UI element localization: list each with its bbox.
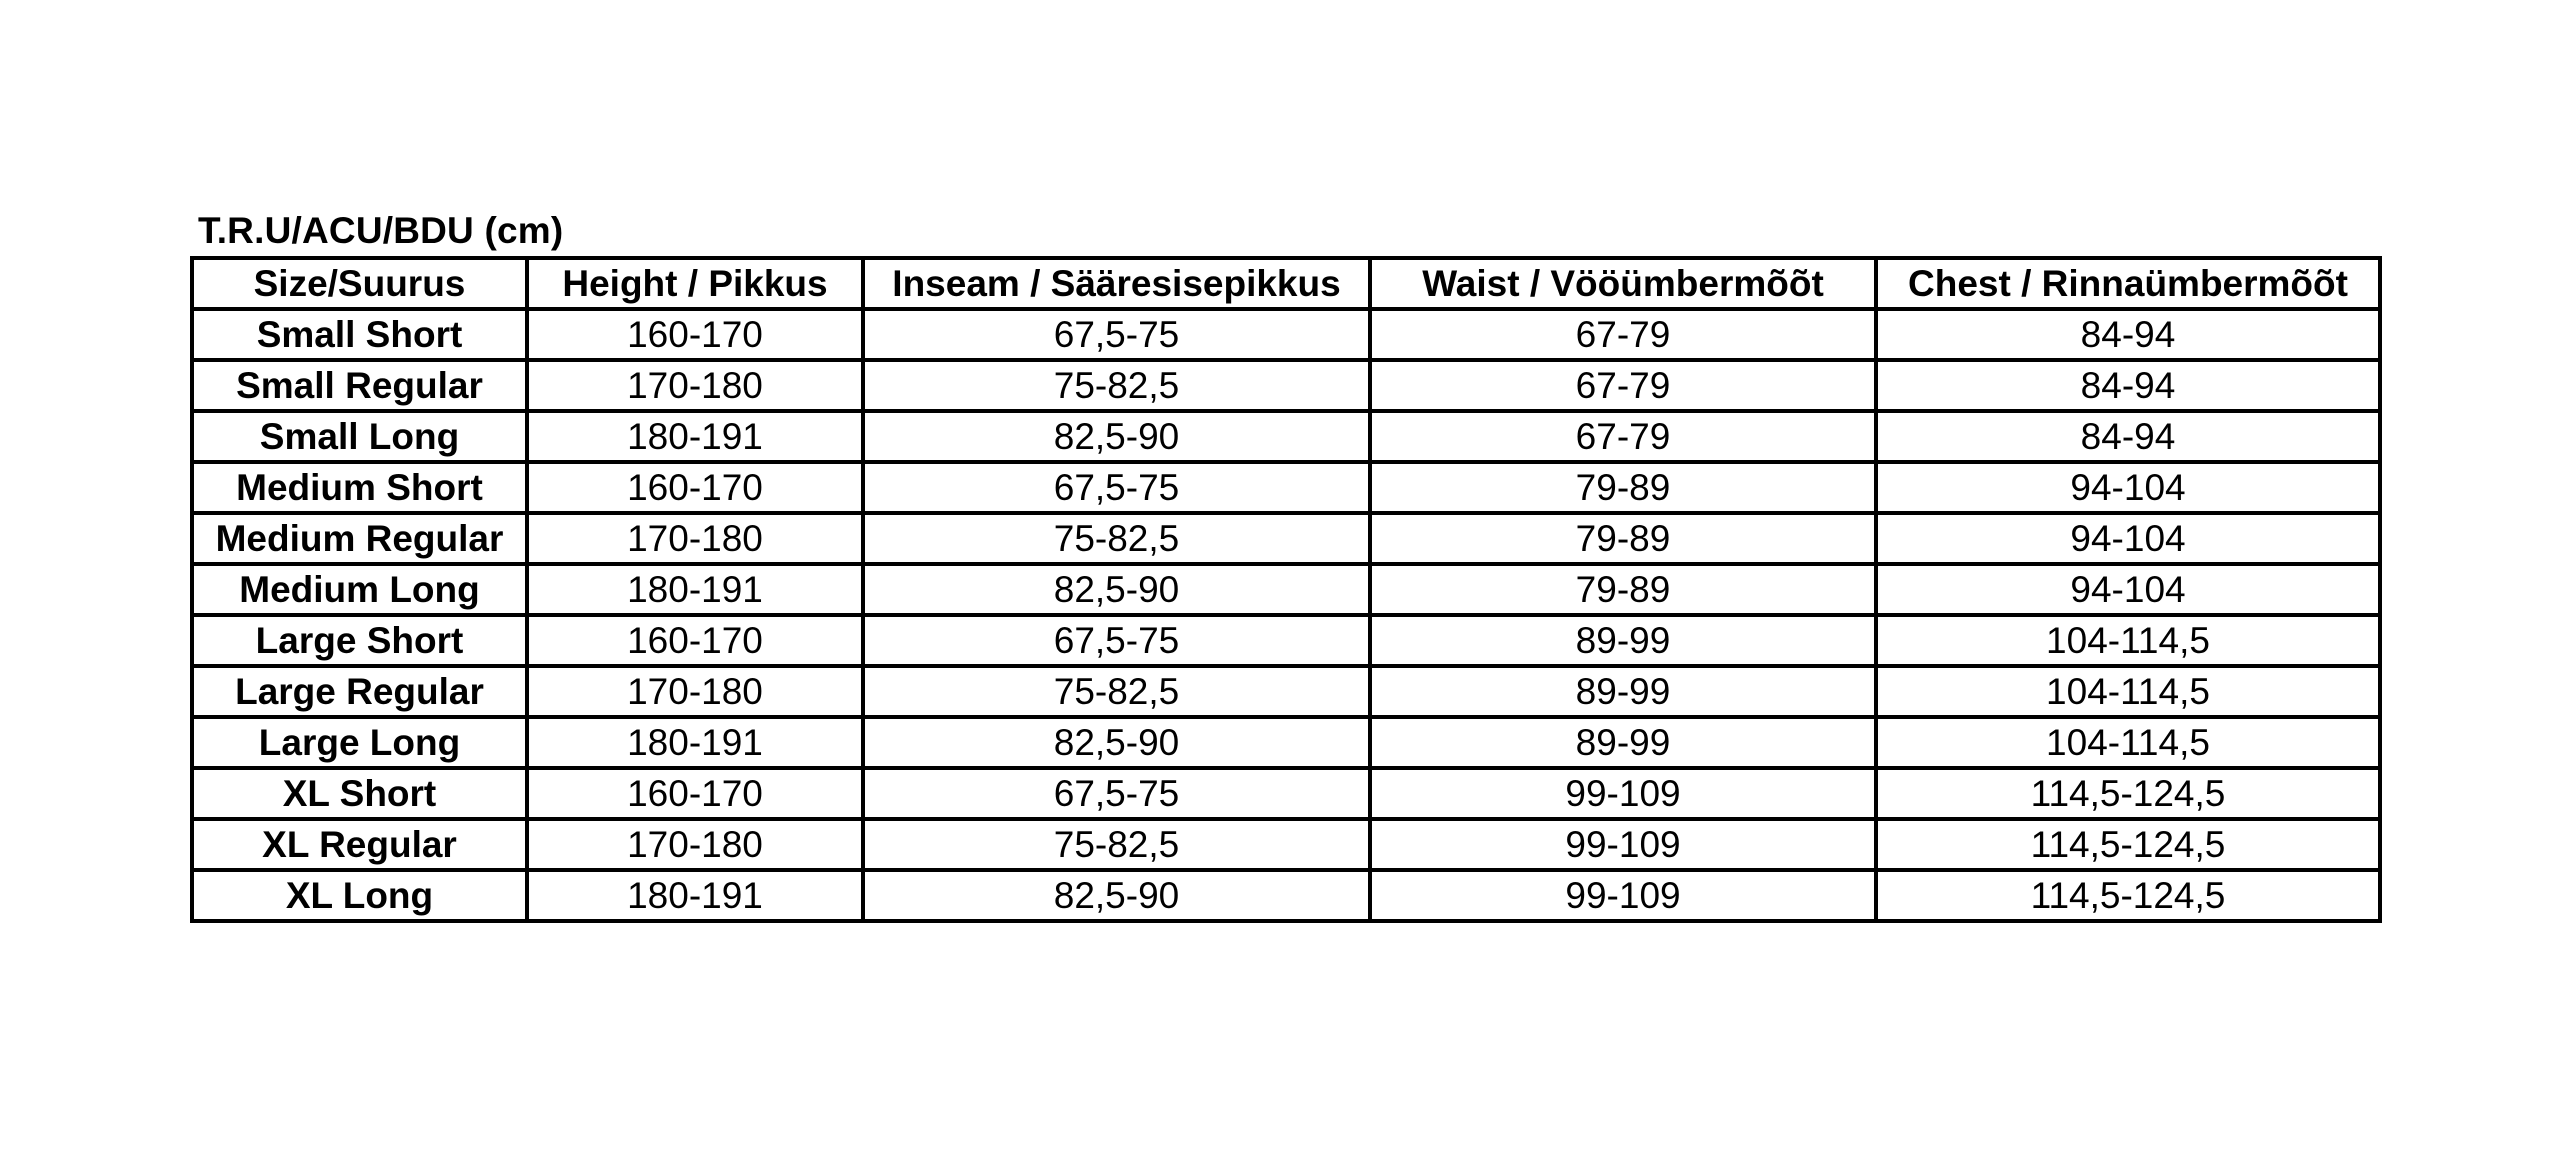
chest-cell: 94-104 <box>1876 462 2380 513</box>
table-row <box>192 768 2380 819</box>
inseam-cell: 82,5-90 <box>863 564 1370 615</box>
column-header-height: Height / Pikkus <box>527 258 863 309</box>
waist-cell: 89-99 <box>1370 717 1876 768</box>
column-header-size: Size/Suurus <box>192 258 527 309</box>
waist-cell: 89-99 <box>1370 666 1876 717</box>
waist-cell: 67-79 <box>1370 309 1876 360</box>
size-cell: XL Regular <box>192 819 527 870</box>
waist-cell: 67-79 <box>1370 411 1876 462</box>
column-header-chest: Chest / Rinnaümbermõõt <box>1876 258 2380 309</box>
chest-cell: 94-104 <box>1876 513 2380 564</box>
size-cell: Large Short <box>192 615 527 666</box>
chest-cell: 84-94 <box>1876 360 2380 411</box>
table-row <box>192 411 2380 462</box>
height-cell: 170-180 <box>527 513 863 564</box>
height-cell: 170-180 <box>527 819 863 870</box>
table-row <box>192 360 2380 411</box>
height-cell: 180-191 <box>527 564 863 615</box>
chest-cell: 104-114,5 <box>1876 615 2380 666</box>
waist-cell: 99-109 <box>1370 870 1876 921</box>
waist-cell: 79-89 <box>1370 462 1876 513</box>
inseam-cell: 67,5-75 <box>863 462 1370 513</box>
height-cell: 160-170 <box>527 462 863 513</box>
waist-cell: 79-89 <box>1370 513 1876 564</box>
chest-cell: 114,5-124,5 <box>1876 819 2380 870</box>
table-caption: T.R.U/ACU/BDU (cm) <box>198 210 564 251</box>
height-cell: 160-170 <box>527 768 863 819</box>
column-header-waist: Waist / Vööümbermõõt <box>1370 258 1876 309</box>
size-cell: Small Regular <box>192 360 527 411</box>
size-cell: XL Long <box>192 870 527 921</box>
height-cell: 160-170 <box>527 615 863 666</box>
chest-cell: 84-94 <box>1876 309 2380 360</box>
inseam-cell: 82,5-90 <box>863 870 1370 921</box>
height-cell: 180-191 <box>527 411 863 462</box>
size-cell: Medium Short <box>192 462 527 513</box>
table-row <box>192 462 2380 513</box>
table-row <box>192 666 2380 717</box>
size-cell: Large Long <box>192 717 527 768</box>
size-cell: Large Regular <box>192 666 527 717</box>
size-cell: Medium Regular <box>192 513 527 564</box>
waist-cell: 67-79 <box>1370 360 1876 411</box>
height-cell: 180-191 <box>527 870 863 921</box>
size-cell: Small Long <box>192 411 527 462</box>
inseam-cell: 67,5-75 <box>863 768 1370 819</box>
chest-cell: 104-114,5 <box>1876 666 2380 717</box>
header-row <box>192 258 2380 309</box>
height-cell: 170-180 <box>527 360 863 411</box>
table-row <box>192 819 2380 870</box>
table-row <box>192 870 2380 921</box>
inseam-cell: 82,5-90 <box>863 717 1370 768</box>
height-cell: 160-170 <box>527 309 863 360</box>
table-row <box>192 309 2380 360</box>
inseam-cell: 67,5-75 <box>863 615 1370 666</box>
table-row <box>192 717 2380 768</box>
table-row <box>192 564 2380 615</box>
column-header-inseam: Inseam / Sääresisepikkus <box>863 258 1370 309</box>
size-cell: XL Short <box>192 768 527 819</box>
chest-cell: 114,5-124,5 <box>1876 768 2380 819</box>
inseam-cell: 82,5-90 <box>863 411 1370 462</box>
height-cell: 180-191 <box>527 717 863 768</box>
inseam-cell: 67,5-75 <box>863 309 1370 360</box>
size-cell: Medium Long <box>192 564 527 615</box>
inseam-cell: 75-82,5 <box>863 360 1370 411</box>
chest-cell: 114,5-124,5 <box>1876 870 2380 921</box>
table-row <box>192 615 2380 666</box>
waist-cell: 79-89 <box>1370 564 1876 615</box>
size-cell: Small Short <box>192 309 527 360</box>
size-table <box>190 256 2382 923</box>
table-row <box>192 513 2380 564</box>
chest-cell: 94-104 <box>1876 564 2380 615</box>
waist-cell: 99-109 <box>1370 768 1876 819</box>
chest-cell: 84-94 <box>1876 411 2380 462</box>
inseam-cell: 75-82,5 <box>863 819 1370 870</box>
inseam-cell: 75-82,5 <box>863 666 1370 717</box>
chest-cell: 104-114,5 <box>1876 717 2380 768</box>
waist-cell: 89-99 <box>1370 615 1876 666</box>
waist-cell: 99-109 <box>1370 819 1876 870</box>
inseam-cell: 75-82,5 <box>863 513 1370 564</box>
height-cell: 170-180 <box>527 666 863 717</box>
size-chart <box>190 206 2378 923</box>
